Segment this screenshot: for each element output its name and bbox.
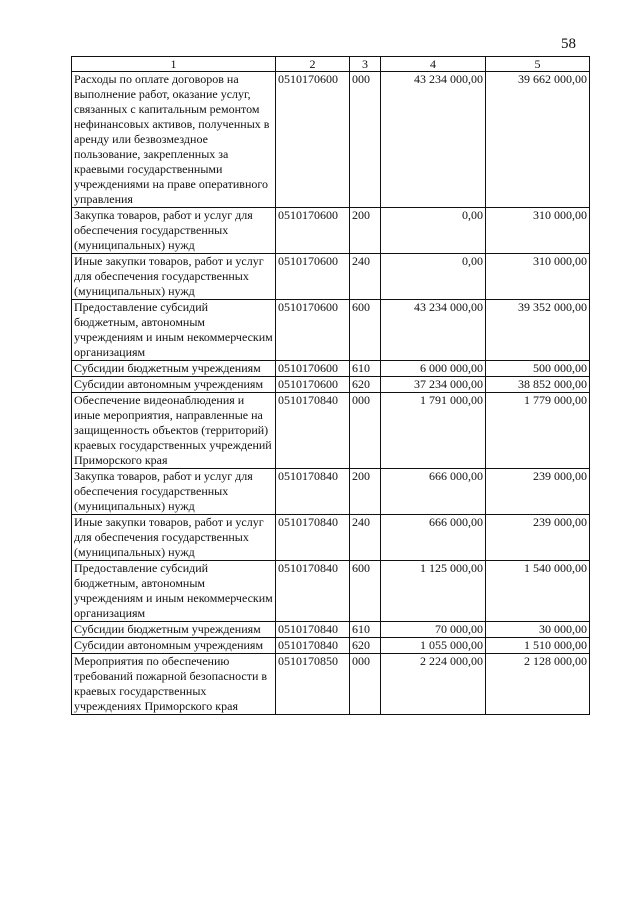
expense-type-cell: 620: [350, 377, 381, 393]
amount-col4-cell: 43 234 000,00: [381, 300, 486, 361]
target-article-cell: 0510170600: [276, 361, 350, 377]
expense-name-cell: Субсидии бюджетным учреждениям: [72, 622, 276, 638]
amount-col4-cell: 1 055 000,00: [381, 638, 486, 654]
target-article-cell: 0510170850: [276, 654, 350, 715]
expense-name-cell: Субсидии автономным учреждениям: [72, 638, 276, 654]
expense-type-cell: 200: [350, 469, 381, 515]
header-col-5: 5: [486, 57, 590, 72]
header-col-1: 1: [72, 57, 276, 72]
table-row: [72, 377, 590, 393]
expense-name-cell: Закупка товаров, работ и услуг для обеспечения государственных (муниципальных) нужд: [72, 208, 276, 254]
target-article-cell: 0510170840: [276, 638, 350, 654]
table-row: [72, 654, 590, 715]
header-col-3: 3: [350, 57, 381, 72]
expense-type-cell: 000: [350, 654, 381, 715]
amount-col4-cell: 70 000,00: [381, 622, 486, 638]
table-row: [72, 361, 590, 377]
amount-col4-cell: 2 224 000,00: [381, 654, 486, 715]
expense-name-cell: Закупка товаров, работ и услуг для обеспечения государственных (муниципальных) нужд: [72, 469, 276, 515]
amount-col5-cell: 39 352 000,00: [486, 300, 590, 361]
table-body: [72, 72, 590, 715]
target-article-cell: 0510170600: [276, 72, 350, 208]
expense-type-cell: 000: [350, 393, 381, 469]
amount-col5-cell: 2 128 000,00: [486, 654, 590, 715]
target-article-cell: 0510170600: [276, 300, 350, 361]
table-row: [72, 300, 590, 361]
expense-name-cell: Предоставление субсидий бюджетным, автономным учреждениям и иным некоммерческим организациям: [72, 300, 276, 361]
target-article-cell: 0510170600: [276, 377, 350, 393]
table-row: [72, 561, 590, 622]
amount-col4-cell: 0,00: [381, 208, 486, 254]
amount-col4-cell: 0,00: [381, 254, 486, 300]
expense-name-cell: Иные закупки товаров, работ и услуг для обеспечения государственных (муниципальных) нужд: [72, 515, 276, 561]
amount-col4-cell: 666 000,00: [381, 515, 486, 561]
header-col-4: 4: [381, 57, 486, 72]
table-row: [72, 393, 590, 469]
amount-col5-cell: 500 000,00: [486, 361, 590, 377]
table-row: [72, 72, 590, 208]
amount-col5-cell: 239 000,00: [486, 469, 590, 515]
target-article-cell: 0510170840: [276, 393, 350, 469]
expense-name-cell: Расходы по оплате договоров на выполнение работ, оказание услуг, связанных с капитальным ремонтом нефинансовых активов, полученных в аренду или безвозмездное пользование, закрепленных за краевыми государственными учреждениями на праве оперативного управления: [72, 72, 276, 208]
expense-name-cell: Иные закупки товаров, работ и услуг для обеспечения государственных (муниципальных) нужд: [72, 254, 276, 300]
table-header: [72, 57, 590, 72]
expense-name-cell: Предоставление субсидий бюджетным, автономным учреждениям и иным некоммерческим организациям: [72, 561, 276, 622]
table-row: [72, 638, 590, 654]
table-row: [72, 469, 590, 515]
expense-type-cell: 240: [350, 515, 381, 561]
target-article-cell: 0510170840: [276, 622, 350, 638]
expense-type-cell: 600: [350, 300, 381, 361]
expense-type-cell: 610: [350, 622, 381, 638]
amount-col4-cell: 37 234 000,00: [381, 377, 486, 393]
table-row: [72, 622, 590, 638]
amount-col5-cell: 1 540 000,00: [486, 561, 590, 622]
expense-name-cell: Субсидии автономным учреждениям: [72, 377, 276, 393]
amount-col5-cell: 39 662 000,00: [486, 72, 590, 208]
page-number: 58: [561, 36, 576, 52]
amount-col4-cell: 43 234 000,00: [381, 72, 486, 208]
amount-col5-cell: 310 000,00: [486, 254, 590, 300]
header-col-2: 2: [276, 57, 350, 72]
amount-col5-cell: 310 000,00: [486, 208, 590, 254]
expense-type-cell: 200: [350, 208, 381, 254]
expense-type-cell: 000: [350, 72, 381, 208]
amount-col5-cell: 30 000,00: [486, 622, 590, 638]
amount-col4-cell: 6 000 000,00: [381, 361, 486, 377]
expense-name-cell: Мероприятия по обеспечению требований пожарной безопасности в краевых государственных учреждениях Приморского края: [72, 654, 276, 715]
target-article-cell: 0510170840: [276, 469, 350, 515]
target-article-cell: 0510170600: [276, 208, 350, 254]
expense-name-cell: Обеспечение видеонаблюдения и иные мероприятия, направленные на защищенность объектов (территорий) краевых государственных учреждений Приморского края: [72, 393, 276, 469]
header-row: [72, 57, 590, 72]
amount-col4-cell: 666 000,00: [381, 469, 486, 515]
target-article-cell: 0510170600: [276, 254, 350, 300]
expense-type-cell: 620: [350, 638, 381, 654]
expense-type-cell: 610: [350, 361, 381, 377]
table-row: [72, 208, 590, 254]
table-row: [72, 254, 590, 300]
target-article-cell: 0510170840: [276, 515, 350, 561]
amount-col5-cell: 239 000,00: [486, 515, 590, 561]
target-article-cell: 0510170840: [276, 561, 350, 622]
amount-col4-cell: 1 791 000,00: [381, 393, 486, 469]
amount-col5-cell: 1 779 000,00: [486, 393, 590, 469]
budget-table: [71, 56, 590, 715]
amount-col4-cell: 1 125 000,00: [381, 561, 486, 622]
amount-col5-cell: 38 852 000,00: [486, 377, 590, 393]
expense-name-cell: Субсидии бюджетным учреждениям: [72, 361, 276, 377]
expense-type-cell: 240: [350, 254, 381, 300]
table-row: [72, 515, 590, 561]
expense-type-cell: 600: [350, 561, 381, 622]
amount-col5-cell: 1 510 000,00: [486, 638, 590, 654]
